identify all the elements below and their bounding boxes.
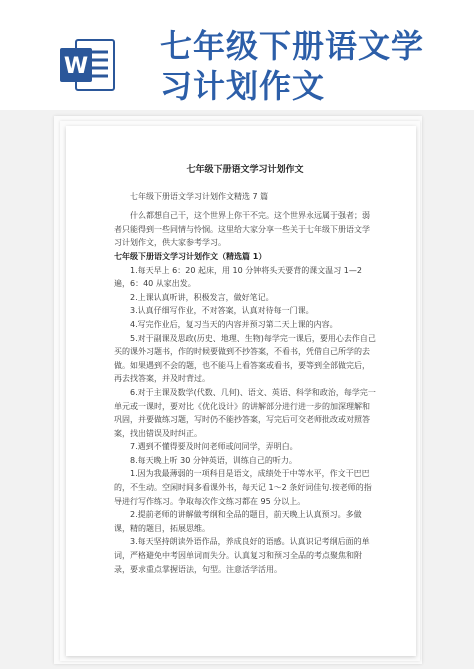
document-content (114, 164, 376, 576)
plan-item: 2.提前老师的讲解做考纲和全品的题目，前天晚上认真预习。多做课，精的题目，拓展思维。 (114, 510, 362, 533)
plan-item: 6.对于主课及数学(代数、几何)、语文、英语、科学和政治，每学完一单元或一课时，要对比《优化设计》的讲解部分进行进一步的加深理解和巩固，并要做练习题，写时仍不能抄答案，写完后可交老师批改或对照答案，找出错误及时纠正。 (114, 387, 376, 438)
document-subtitle: 七年级下册语文学习计划作文精选 7 篇 (130, 191, 269, 201)
section-heading: 七年级下册语文学习计划作文（精选篇 1） (114, 251, 267, 261)
plan-item: 2.上课认真听讲，积极发言，做好笔记。 (130, 292, 274, 302)
plan-item: 3.认真仔细写作业，不对答案，认真对待每一门课。 (130, 306, 314, 316)
plan-item: 3.每天坚持朗读外语作品，养成良好的语感。认真识记考纲后面的单词，严格避免中考因单词而失分。认真复习和预习全品的考点聚焦和附录，要求重点掌握语法，句型。注意活学活用。 (114, 537, 370, 574)
word-logo-letter: W (63, 54, 89, 79)
document-page (66, 126, 416, 656)
plan-item: 4.写完作业后，复习当天的内容并预习第二天上课的内容。 (130, 319, 338, 329)
plan-item: 8.每天晚上听 30 分钟英语，训练自己的听力。 (130, 455, 297, 465)
document-title: 七年级下册语文学习计划作文 (186, 165, 304, 175)
plan-item: 1.每天早上 6：20 起床，用 10 分钟将头天要背的课文温习 1—2 遍，6：40 从家出发。 (114, 265, 362, 289)
banner-title-line-2: 习计划作文 (160, 67, 326, 105)
banner-title (160, 26, 460, 106)
plan-item: 1.因为我最薄弱的一项科目是语文，成绩处于中等水平，作文干巴巴的，不生动。空闲时间多看课外书，每天记 1～2 条好词佳句.按老师的指导进行写作练习。争取每次作文练习都在 95 分以上。 (114, 469, 372, 506)
plan-item: 7.遇到不懂得要及时问老师或问同学，弄明白。 (130, 442, 298, 452)
plan-item: 5.对于副课及思政(历史、地理、生物)每学完一课后，要用心去作自己买的课外习题书，作的时候要做到不抄答案，不看书，凭借自己所学的去做。如果遇到不会的题，也不能马上看答案或看书，要等到全部做完后，再去找答案，并及时背过。 (114, 333, 376, 384)
banner-title-line-1: 七年级下册语文学 (160, 27, 425, 65)
intro-paragraph: 什么都想自己干，这个世界上你干不完。这个世界永远属于强者；弱者只能得到一些同情与怜悯。这里给大家分享一些关于七年级下册语文学习计划作文，供大家参考学习。 (114, 211, 370, 248)
word-document-icon (58, 34, 116, 96)
